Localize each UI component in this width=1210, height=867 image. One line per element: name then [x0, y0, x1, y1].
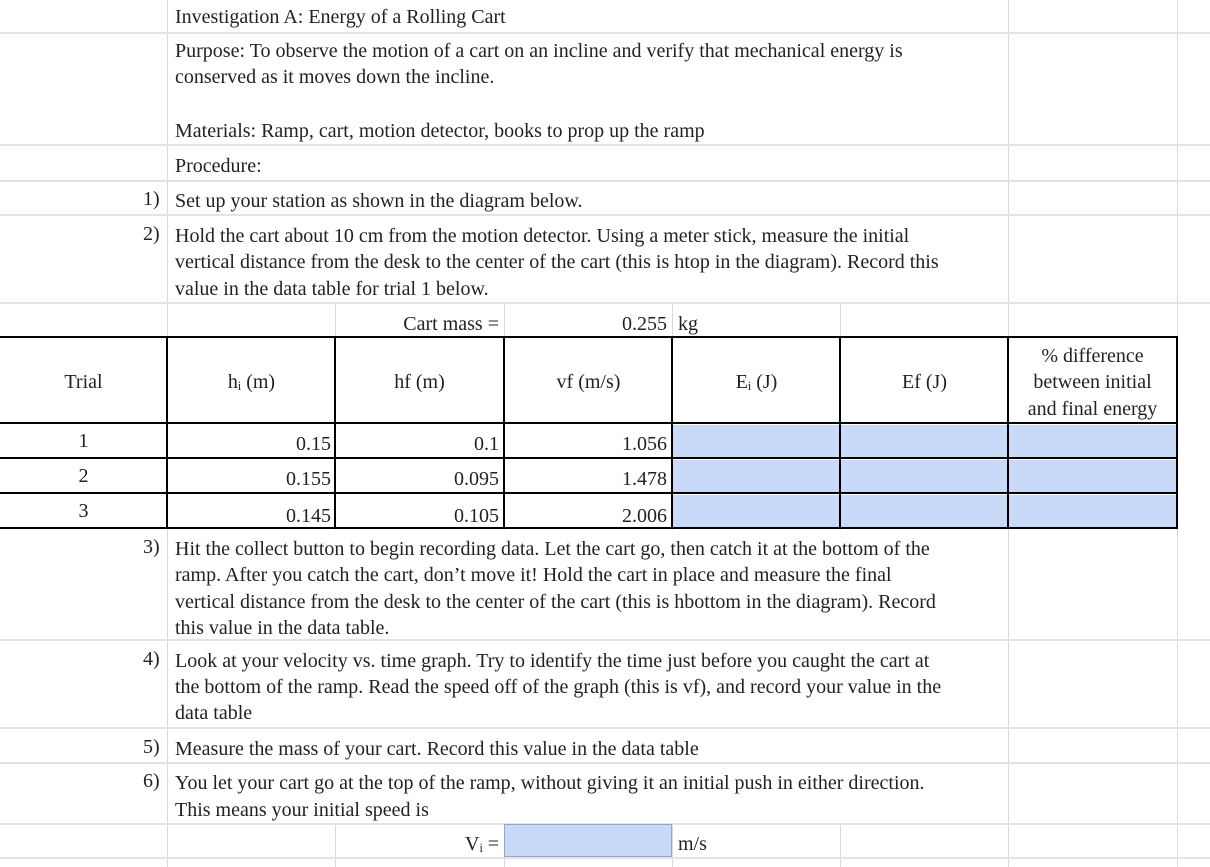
- pct-diff-cell[interactable]: [1009, 460, 1176, 493]
- header-ei: Eᵢ (J): [735, 371, 778, 393]
- header-pct-diff-line: % difference: [1041, 345, 1144, 367]
- header-trial: Trial: [64, 371, 103, 393]
- hf-cell[interactable]: 0.1: [474, 433, 499, 455]
- step-text: Hold the cart about 10 cm from the motion detector. Using a meter stick, measure the initial: [175, 225, 910, 247]
- step-text: Set up your station as shown in the diagram below.: [175, 190, 583, 212]
- step-text: You let your cart go at the top of the ramp, without giving it an initial push in either direction.: [175, 772, 925, 794]
- hi-cell[interactable]: 0.15: [296, 433, 331, 455]
- purpose-line-1: Purpose: To observe the motion of a cart on an incline and verify that mechanical energy is: [175, 40, 903, 62]
- step-text: Measure the mass of your cart. Record this value in the data table: [175, 738, 699, 760]
- ei-cell[interactable]: [673, 495, 840, 528]
- trial-cell: 2: [78, 465, 89, 487]
- step-text: this value in the data table.: [175, 617, 390, 639]
- step-text: data table: [175, 702, 253, 724]
- vi-label: Vᵢ =: [465, 833, 499, 855]
- ef-cell[interactable]: [841, 460, 1008, 493]
- step-text: Hit the collect button to begin recording data. Let the cart go, then catch it at the bottom of the: [175, 538, 930, 560]
- cart-mass-label: Cart mass =: [403, 313, 499, 335]
- header-vf: vf (m/s): [556, 371, 621, 393]
- cart-mass-unit: kg: [678, 313, 698, 335]
- step-text: Look at your velocity vs. time graph. Try to identify the time just before you caught the cart at: [175, 650, 930, 672]
- ef-cell[interactable]: [841, 425, 1008, 458]
- step-number: 3): [143, 536, 160, 558]
- step-text: This means your initial speed is: [175, 799, 429, 821]
- trial-cell: 1: [78, 430, 89, 452]
- hf-cell[interactable]: 0.095: [454, 468, 499, 490]
- procedure-label: Procedure:: [175, 155, 262, 177]
- purpose-line-2: conserved as it moves down the incline.: [175, 66, 495, 88]
- header-hi: hᵢ (m): [227, 371, 276, 393]
- pct-diff-cell[interactable]: [1009, 425, 1176, 458]
- vf-cell[interactable]: 1.478: [622, 468, 667, 490]
- header-hf: hf (m): [394, 371, 445, 393]
- step-number: 6): [143, 770, 160, 792]
- step-number: 5): [143, 736, 160, 758]
- hi-cell[interactable]: 0.145: [286, 505, 331, 527]
- vi-unit: m/s: [678, 833, 707, 855]
- step-text: the bottom of the ramp. Read the speed off of the graph (this is vf), and record your value in the: [175, 676, 942, 698]
- step-text: vertical distance from the desk to the center of the cart (this is hbottom in the diagram). Record: [175, 591, 936, 613]
- header-pct-diff-line: between initial: [1033, 371, 1152, 393]
- step-text: ramp. After you catch the cart, don’t move it! Hold the cart in place and measure the final: [175, 564, 892, 586]
- vf-cell[interactable]: 2.006: [622, 505, 667, 527]
- step-text: vertical distance from the desk to the center of the cart (this is htop in the diagram). Record this: [175, 251, 939, 273]
- step-number: 4): [143, 648, 160, 670]
- trial-cell: 3: [78, 500, 89, 522]
- header-pct-diff-line: and final energy: [1027, 398, 1158, 420]
- header-ef: Ef (J): [902, 371, 947, 393]
- step-number: 1): [143, 188, 160, 210]
- ei-cell[interactable]: [673, 460, 840, 493]
- step-number: 2): [143, 223, 160, 245]
- step-text: value in the data table for trial 1 below.: [175, 278, 489, 300]
- vf-cell[interactable]: 1.056: [622, 433, 667, 455]
- page-title: Investigation A: Energy of a Rolling Cart: [175, 6, 506, 28]
- ef-cell[interactable]: [841, 495, 1008, 528]
- cart-mass-value[interactable]: 0.255: [622, 313, 667, 335]
- materials-text: Materials: Ramp, cart, motion detector, books to prop up the ramp: [175, 120, 705, 142]
- row-divider: [0, 857, 1210, 859]
- ei-cell[interactable]: [673, 425, 840, 458]
- hf-cell[interactable]: 0.105: [454, 505, 499, 527]
- pct-diff-cell[interactable]: [1009, 495, 1176, 528]
- vi-input-cell[interactable]: [504, 824, 672, 857]
- hi-cell[interactable]: 0.155: [286, 468, 331, 490]
